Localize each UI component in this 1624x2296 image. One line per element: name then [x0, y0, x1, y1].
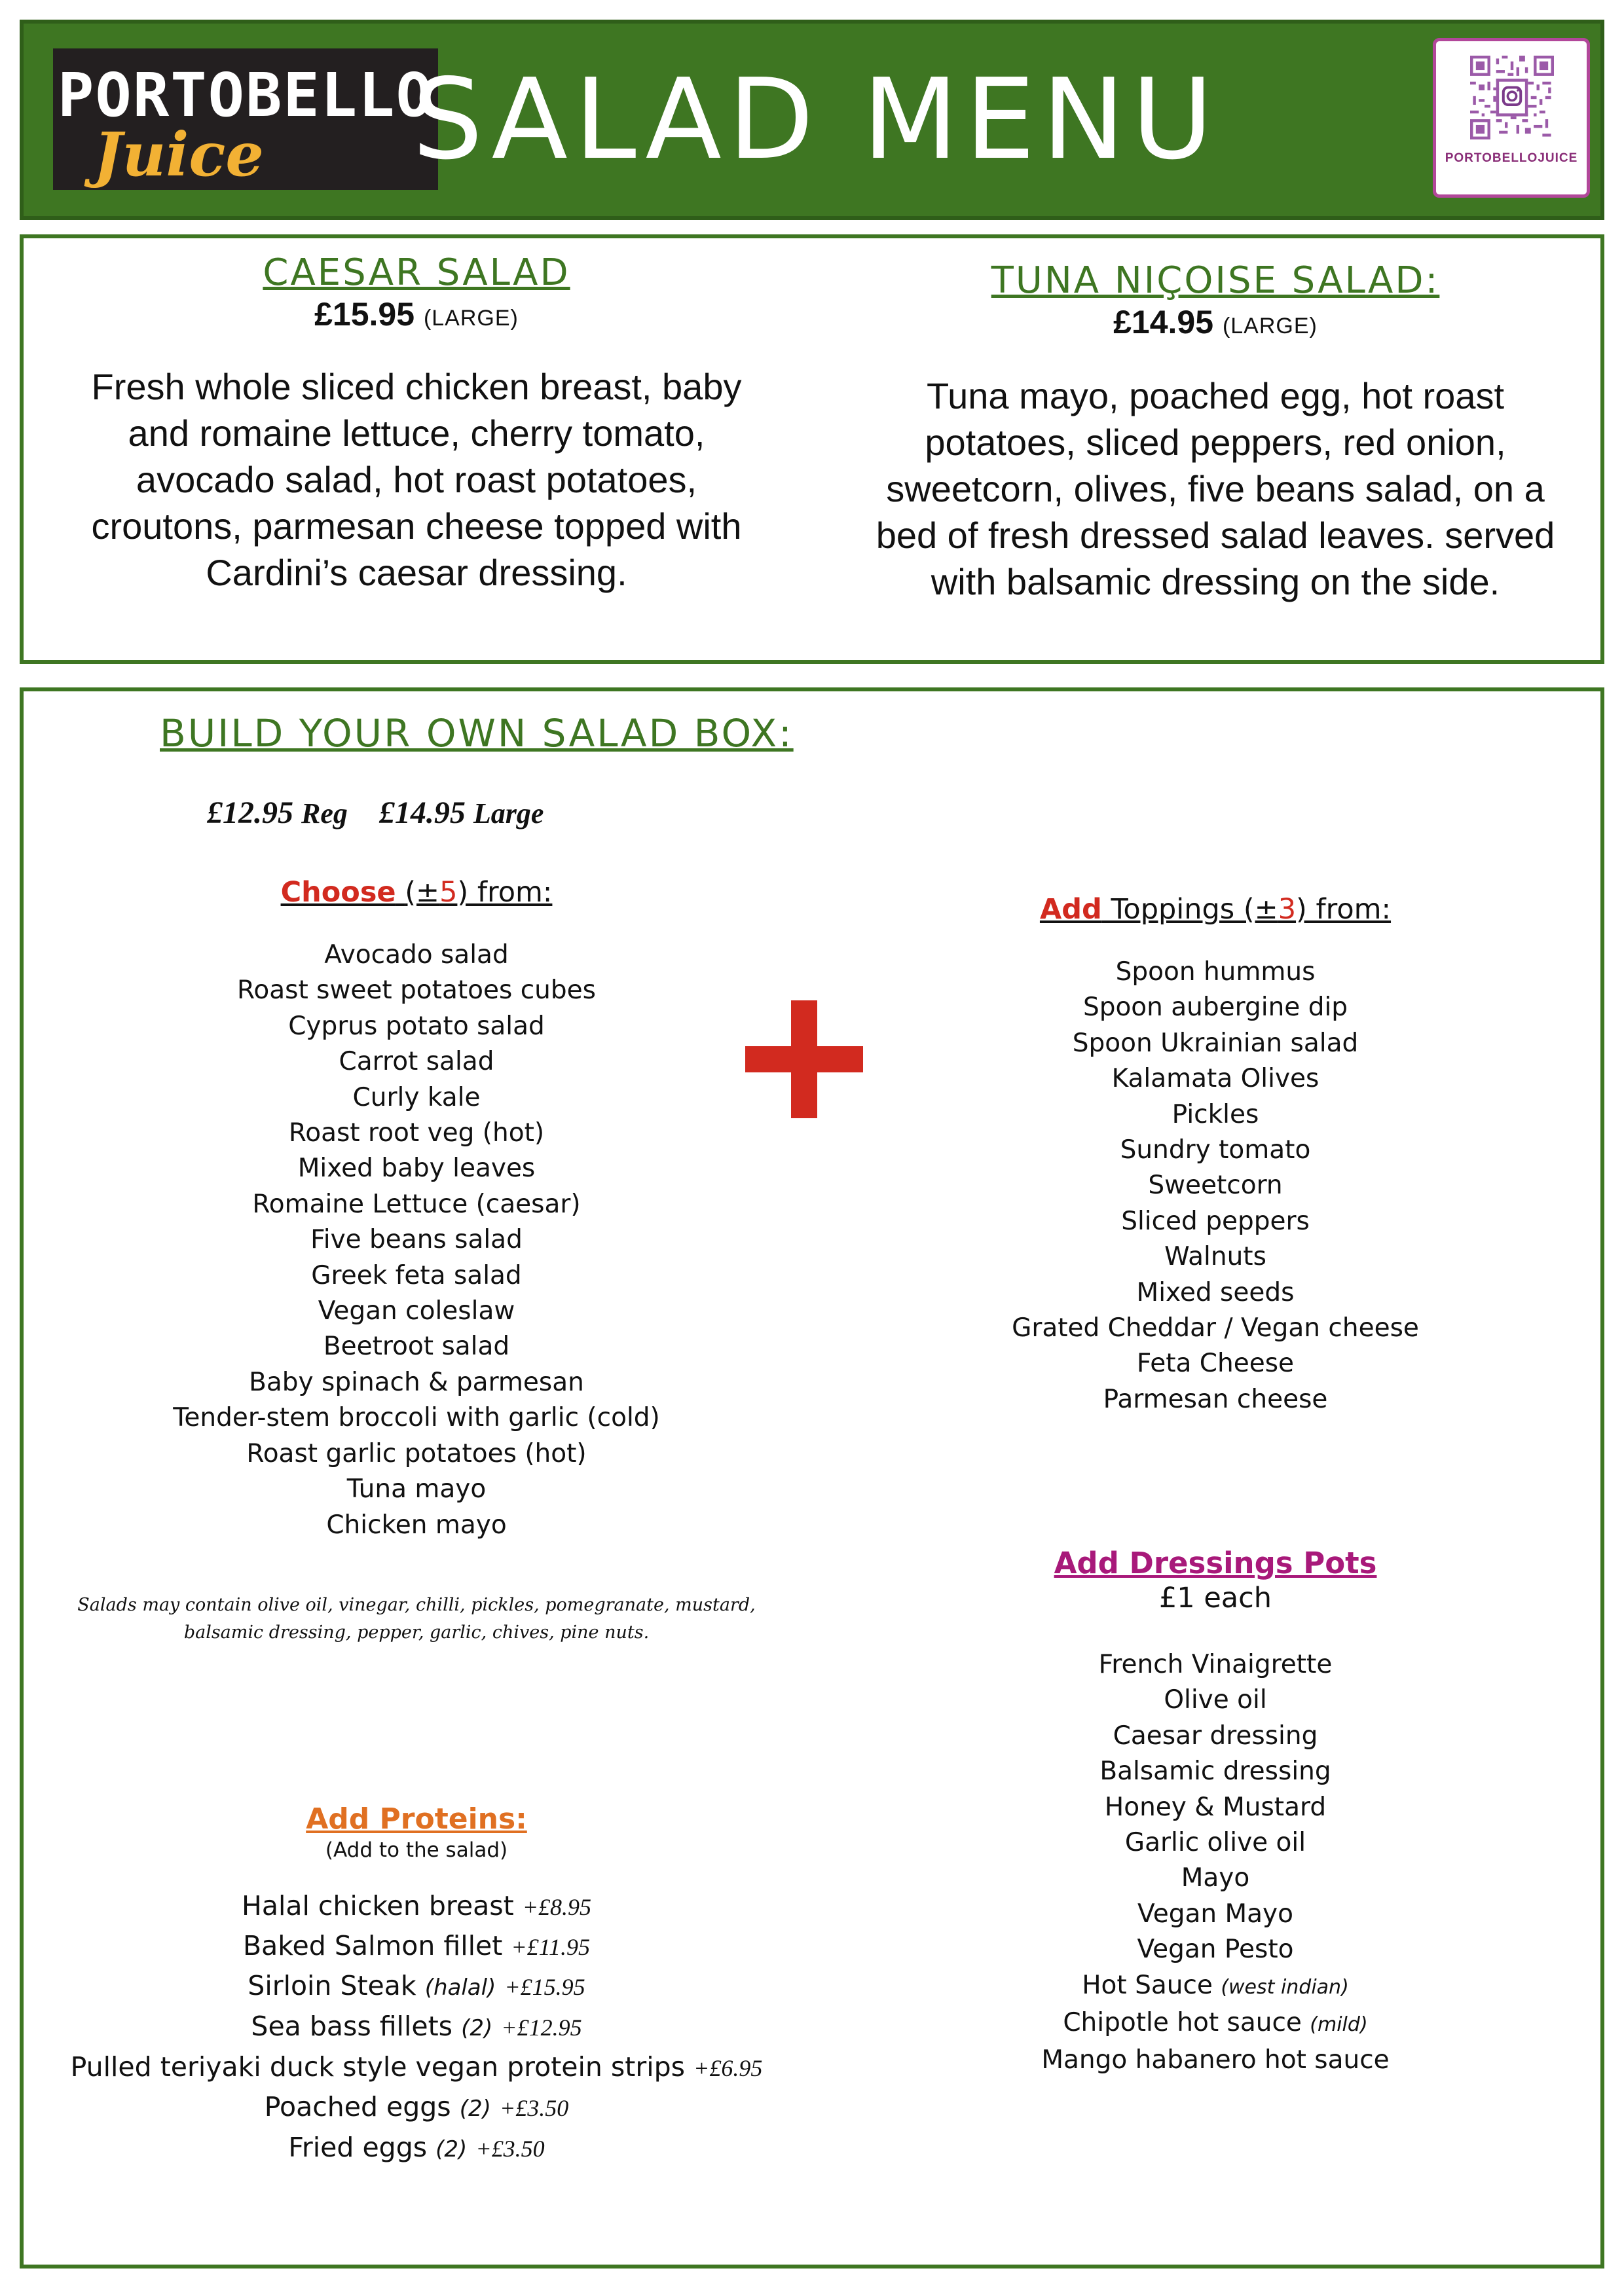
list-item: Kalamata Olives — [1111, 1064, 1320, 1094]
choose-list — [24, 938, 809, 1543]
list-item: Baby spinach & parmesan — [249, 1367, 584, 1397]
list-item: Tuna mayo — [346, 1474, 487, 1504]
page-title: SALAD MENU — [412, 55, 1220, 185]
list-item: Pickles — [1172, 1099, 1259, 1129]
list-item: Sliced peppers — [1121, 1206, 1310, 1236]
protein-row — [24, 1887, 809, 1927]
toppings-section — [829, 893, 1602, 1417]
tuna-nicoise-title: TUNA NIÇOISE SALAD: — [991, 259, 1440, 302]
protein-row — [24, 2007, 809, 2048]
toppings-heading: Add Toppings (±3) from: — [1039, 893, 1392, 926]
list-item — [829, 1719, 1602, 1754]
build-title: BUILD YOUR OWN SALAD BOX: — [160, 711, 794, 756]
protein-name: Baked Salmon fillet — [243, 1930, 503, 1961]
list-item: Chicken mayo — [326, 1510, 507, 1540]
list-item: Cyprus potato salad — [288, 1011, 545, 1041]
list-item: Tender-stem broccoli with garlic (cold) — [173, 1403, 660, 1433]
dressing-note: (west indian) — [1221, 1975, 1349, 1999]
dressing-name: Honey & Mustard — [1104, 1792, 1327, 1822]
toppings-list — [829, 955, 1602, 1417]
dressing-name: French Vinaigrette — [1098, 1650, 1333, 1679]
protein-row — [24, 2048, 809, 2088]
protein-name: Sea bass fillets — [251, 2011, 453, 2042]
list-item — [829, 1790, 1602, 1825]
dressing-name: Hot Sauce — [1082, 1970, 1213, 2000]
protein-name: Pulled teriyaki duck style vegan protein strips — [70, 2051, 685, 2083]
protein-price: +£15.95 — [504, 1974, 585, 2000]
protein-price: +£11.95 — [511, 1934, 590, 1960]
tuna-nicoise-price: £14.95 (LARGE) — [1113, 304, 1318, 340]
protein-price: +£8.95 — [522, 1894, 591, 1920]
list-item: Avocado salad — [324, 940, 509, 970]
protein-row — [24, 1967, 809, 2007]
list-item: Sweetcorn — [1148, 1171, 1283, 1201]
protein-price: +£12.95 — [501, 2014, 582, 2041]
dressing-name: Olive oil — [1164, 1685, 1267, 1715]
proteins-heading: Add Proteins: — [306, 1802, 527, 1836]
proteins-section — [24, 1802, 809, 2169]
list-item — [829, 1647, 1602, 1683]
protein-price: +£3.50 — [499, 2095, 569, 2121]
protein-price: +£6.95 — [693, 2055, 763, 2081]
build-your-own-panel — [20, 687, 1604, 2269]
list-item: Roast sweet potatoes cubes — [237, 975, 596, 1006]
list-item: Mixed baby leaves — [297, 1154, 536, 1184]
protein-note: (2) — [461, 2015, 493, 2041]
tuna-nicoise-section — [829, 259, 1602, 605]
dressing-name: Caesar dressing — [1113, 1721, 1318, 1751]
build-prices: £12.95 Reg £14.95 Large — [207, 795, 544, 830]
signature-salads-panel — [20, 234, 1604, 664]
list-item — [829, 1861, 1602, 1896]
dressing-note: (mild) — [1310, 2013, 1368, 2037]
list-item: Spoon hummus — [1115, 957, 1316, 987]
list-item: Carrot salad — [339, 1047, 494, 1077]
dressings-list — [829, 1647, 1602, 2079]
list-item: Spoon aubergine dip — [1082, 993, 1348, 1023]
list-item: Roast root veg (hot) — [288, 1118, 545, 1148]
protein-name: Poached eggs — [264, 2091, 451, 2123]
list-item: Parmesan cheese — [1103, 1384, 1328, 1414]
dressing-name: Mango habanero hot sauce — [1041, 2045, 1390, 2075]
list-item: Mixed seeds — [1136, 1277, 1295, 1307]
list-item: Romaine Lettuce (caesar) — [252, 1189, 581, 1219]
list-item — [829, 1754, 1602, 1789]
list-item — [829, 1897, 1602, 1932]
dressings-price: £1 each — [1158, 1582, 1272, 1614]
caesar-salad-price: £15.95 (LARGE) — [314, 296, 519, 333]
protein-price: +£3.50 — [475, 2136, 545, 2162]
list-item — [829, 1825, 1602, 1861]
protein-note: (2) — [435, 2136, 468, 2162]
dressing-name: Mayo — [1181, 1863, 1250, 1893]
list-item — [829, 2043, 1602, 2078]
dressing-name: Vegan Pesto — [1137, 1935, 1294, 1965]
header-bar — [20, 20, 1604, 220]
tuna-nicoise-description: Tuna mayo, poached egg, hot roast potatoes, sliced peppers, red onion, sweetcorn, olives, five beans salad, on a bed of fresh dressed salad leaves. served with balsamic dressing on the side. — [876, 375, 1555, 602]
logo-script-text: Juice — [94, 119, 264, 190]
dressing-name: Vegan Mayo — [1137, 1899, 1293, 1929]
list-item: Spoon Ukrainian salad — [1072, 1028, 1359, 1058]
protein-name: Halal chicken breast — [242, 1890, 514, 1922]
list-item: Five beans salad — [310, 1225, 523, 1255]
choose-heading: Choose (±5) from: — [280, 876, 553, 909]
protein-note: (halal) — [424, 1975, 496, 2001]
list-item: Curly kale — [352, 1082, 481, 1112]
list-item: Walnuts — [1164, 1242, 1266, 1272]
protein-name: Fried eggs — [288, 2132, 428, 2163]
qr-label: PORTOBELLOJUICE — [1445, 151, 1578, 165]
dressing-name: Balsamic dressing — [1099, 1757, 1331, 1787]
protein-row — [24, 1927, 809, 1967]
list-item: Feta Cheese — [1136, 1349, 1295, 1379]
qr-code-icon — [1470, 56, 1554, 139]
list-item: Beetroot salad — [323, 1332, 510, 1362]
dressings-heading: Add Dressings Pots — [1054, 1546, 1377, 1580]
caesar-salad-description: Fresh whole sliced chicken breast, baby and romaine lettuce, cherry tomato, avocado salad, hot roast potatoes, croutons, parmesan cheese topped with Cardini’s caesar dressing. — [91, 366, 742, 593]
list-item: Greek feta salad — [311, 1260, 522, 1290]
proteins-list — [24, 1887, 809, 2169]
dressing-name: Chipotle hot sauce — [1063, 2008, 1302, 2038]
protein-row — [24, 2088, 809, 2128]
caesar-salad-section — [24, 251, 809, 596]
protein-row — [24, 2128, 809, 2169]
logo-brand-text: PORTOBELLO — [58, 60, 434, 130]
list-item — [829, 1683, 1602, 1718]
list-item — [829, 1968, 1602, 2005]
proteins-subtitle: (Add to the salad) — [325, 1838, 508, 1862]
allergen-note: Salads may contain olive oil, vinegar, chilli, pickles, pomegranate, mustard, balsamic dressing, pepper, garlic, chives, pine nuts. — [77, 1595, 756, 1643]
instagram-qr-card — [1433, 38, 1590, 198]
dressings-section — [829, 1546, 1602, 2079]
caesar-salad-title: CAESAR SALAD — [263, 251, 570, 294]
list-item: Sundry tomato — [1120, 1135, 1311, 1165]
choose-section — [24, 876, 809, 1543]
protein-note: (2) — [459, 2096, 491, 2122]
list-item: Roast garlic potatoes (hot) — [246, 1438, 587, 1468]
dressing-name: Garlic olive oil — [1124, 1828, 1306, 1858]
list-item — [829, 1932, 1602, 1967]
list-item: Vegan coleslaw — [318, 1296, 515, 1326]
list-item — [829, 2005, 1602, 2043]
protein-name: Sirloin Steak — [248, 1970, 416, 2001]
list-item: Grated Cheddar / Vegan cheese — [1012, 1313, 1419, 1343]
